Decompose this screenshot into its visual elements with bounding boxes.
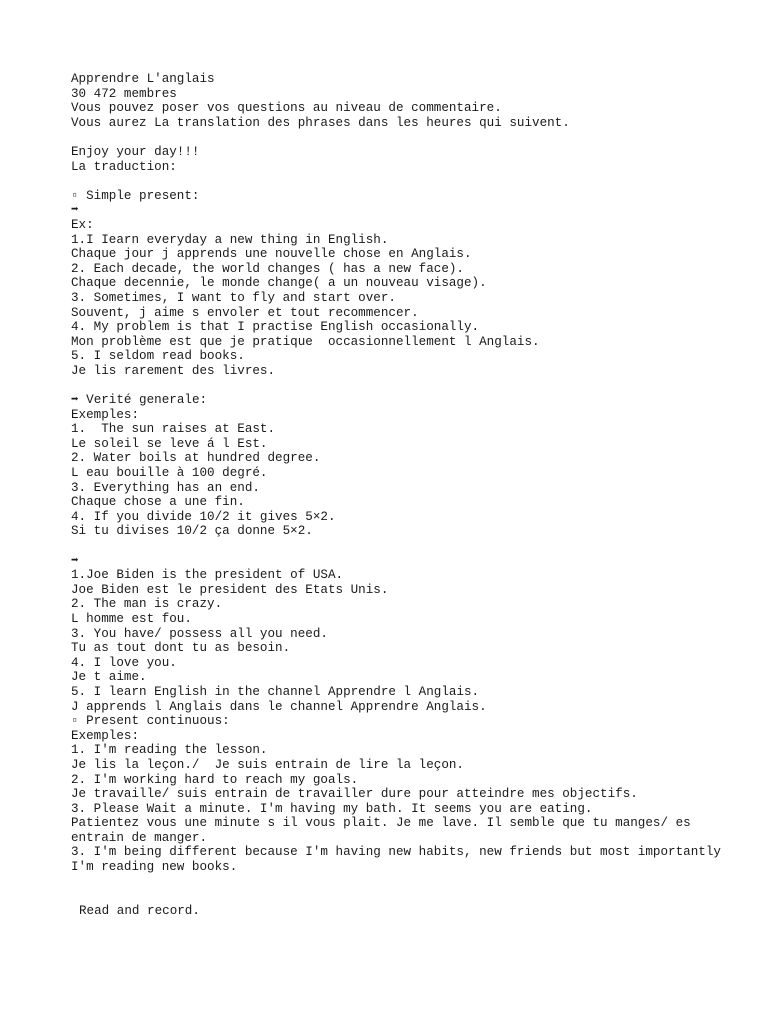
simple-present-heading: ▫ Simple present:	[71, 188, 200, 203]
general-truth-heading: ➡ Verité generale:	[71, 393, 208, 408]
sentence-line: Si tu divises 10/2 ça donne 5×2.	[71, 524, 313, 539]
footer-block	[71, 904, 731, 919]
simple-present-section	[71, 189, 731, 379]
enjoy-line: Enjoy your day!!!	[71, 144, 200, 159]
spacer	[71, 174, 731, 189]
sentence-line: Patientez vous une minute s il vous plait. Je me lave. Il semble que tu manges/ es entrain de manger.	[71, 816, 699, 845]
intro-line-1: Vous pouvez poser vos questions au niveau de commentaire.	[71, 101, 502, 116]
sentence-line: 3. You have/ possess all you need.	[71, 626, 328, 641]
greeting-block	[71, 145, 731, 174]
sentence-line: 1. The sun raises at East.	[71, 422, 276, 437]
facts-section	[71, 554, 731, 715]
sentence-line: 3. Everything has an end.	[71, 480, 260, 495]
sentence-line: 3. Please Wait a minute. I'm having my bath. It seems you are eating.	[71, 801, 593, 816]
sentence-line: Chaque chose a une fin.	[71, 495, 245, 510]
sentence-line: 2. Water boils at hundred degree.	[71, 451, 321, 466]
sentence-line: J apprends l Anglais dans le channel Apprendre Anglais.	[71, 699, 487, 714]
sentence-line: 3. Sometimes, I want to fly and start over.	[71, 290, 396, 305]
general-truth-section	[71, 393, 731, 539]
examples-label: Exemples:	[71, 728, 140, 743]
sentence-line: 4. My problem is that I practise English occasionally.	[71, 320, 480, 335]
sentence-line: L eau bouille à 100 degré.	[71, 466, 268, 481]
intro-line-2: Vous aurez La translation des phrases dans les heures qui suivent.	[71, 115, 570, 130]
sentence-line: Je travaille/ suis entrain de travailler dure pour atteindre mes objectifs.	[71, 787, 638, 802]
sentence-line: Mon problème est que je pratique occasionnellement l Anglais.	[71, 334, 540, 349]
sentence-line: 3. I'm being different because I'm having new habits, new friends but most importantly I'm reading new books.	[71, 845, 729, 875]
sentence-line: 4. I love you.	[71, 655, 177, 670]
sentence-line: Je lis rarement des livres.	[71, 363, 276, 378]
arrow-icon: ➡	[71, 203, 79, 218]
sentence-line: 1. I'm reading the lesson.	[71, 743, 268, 758]
member-count: 30 472 membres	[71, 86, 177, 101]
sentence-line: 4. If you divide 10/2 it gives 5×2.	[71, 509, 336, 524]
sentence-line: 5. I learn English in the channel Apprendre l Anglais.	[71, 684, 480, 699]
translation-label: La traduction:	[71, 159, 177, 174]
sentence-line: 5. I seldom read books.	[71, 349, 245, 364]
sentence-line: Tu as tout dont tu as besoin.	[71, 641, 291, 656]
header-block	[71, 72, 731, 130]
spacer	[71, 875, 731, 904]
sentence-line: Je lis la leçon./ Je suis entrain de lire la leçon.	[71, 757, 464, 772]
sentence-line: 2. Each decade, the world changes ( has a new face).	[71, 261, 464, 276]
sentence-line: Joe Biden est le president des Etats Unis.	[71, 582, 389, 597]
sentence-line: 2. I'm working hard to reach my goals.	[71, 772, 359, 787]
arrow-icon: ➡	[71, 553, 79, 568]
sentence-line: 1.Joe Biden is the president of USA.	[71, 568, 344, 583]
present-continuous-section	[71, 714, 731, 875]
sentence-line: Souvent, j aime s envoler et tout recommencer.	[71, 305, 419, 320]
spacer	[71, 378, 731, 393]
sentence-line: Chaque jour j apprends une nouvelle chose en Anglais.	[71, 247, 472, 262]
spacer	[71, 130, 731, 145]
sentence-line: Le soleil se leve á l Est.	[71, 436, 268, 451]
spacer	[71, 539, 731, 554]
closing-line: Read and record.	[79, 903, 200, 918]
sentence-line: Chaque decennie, le monde change( a un nouveau visage).	[71, 276, 487, 291]
present-continuous-heading: ▫ Present continuous:	[71, 714, 230, 729]
sentence-line: 2. The man is crazy.	[71, 597, 223, 612]
ex-label: Ex:	[71, 217, 94, 232]
sentence-line: L homme est fou.	[71, 611, 192, 626]
examples-label: Exemples:	[71, 407, 140, 422]
sentence-line: Je t aime.	[71, 670, 147, 685]
document-body	[71, 72, 731, 918]
channel-title: Apprendre L'anglais	[71, 72, 215, 86]
sentence-line: 1.I Iearn everyday a new thing in English.	[71, 232, 389, 247]
